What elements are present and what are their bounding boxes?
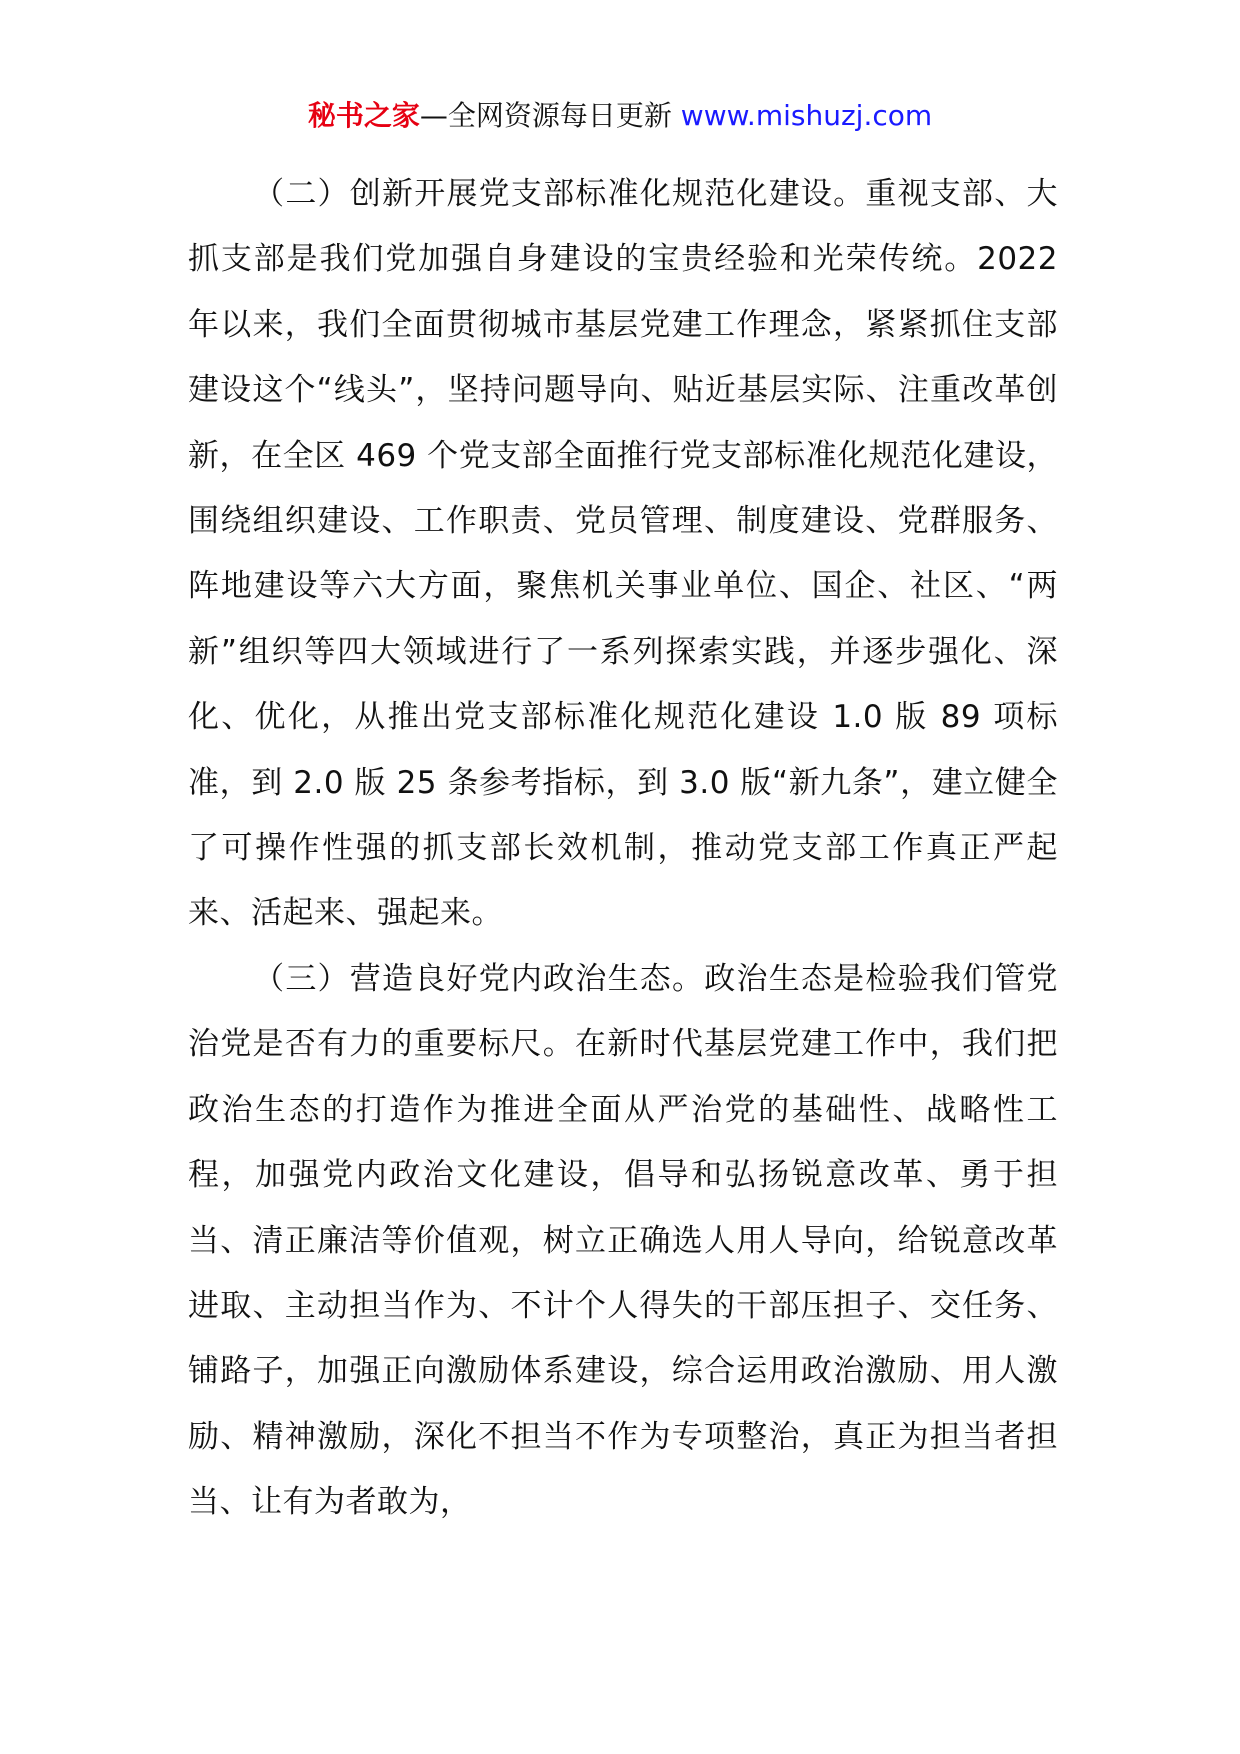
page-header [0, 98, 1240, 134]
paragraph-section-two: （二）创新开展党支部标准化规范化建设。重视支部、大抓支部是我们党加强自身建设的宝贵经验和光荣传统。2022 年以来，我们全面贯彻城市基层党建工作理念，紧紧抓住支部建设这个“线头”，坚持问题导向、贴近基层实际、注重改革创新，在全区 469 个党支部全面推行党支部标准化规范化建设，围绕组织建设、工作职责、党员管理、制度建设、党群服务、阵地建设等六大方面，聚焦机关事业单位、国企、社区、“两新”组织等四大领域进行了一系列探索实践，并逐步强化、深化、优化，从推出党支部标准化规范化建设 1.0 版 89 项标准，到 2.0 版 25 条参考指标，到 3.0 版“新九条”，建立健全了可操作性强的抓支部长效机制，推动党支部工作真正严起来、活起来、强起来。 [188, 176, 1058, 932]
paragraph-section-three: （三）营造良好党内政治生态。政治生态是检验我们管党治党是否有力的重要标尺。在新时代基层党建工作中，我们把政治生态的打造作为推进全面从严治党的基础性、战略性工程，加强党内政治文化建设，倡导和弘扬锐意改革、勇于担当、清正廉洁等价值观，树立正确选人用人导向，给锐意改革进取、主动担当作为、不计个人得失的干部压担子、交任务、铺路子，加强正向激励体系建设，综合运用政治激励、用人激励、精神激励，深化不担当不作为专项整治，真正为担当者担当、让有为者敢为， [188, 960, 1058, 1521]
header-tagline: —全网资源每日更新 [419, 99, 672, 132]
website-link[interactable]: www.mishuzj.com [680, 99, 933, 132]
brand-name: 秘书之家 [307, 99, 420, 132]
document-body [188, 162, 1058, 1536]
